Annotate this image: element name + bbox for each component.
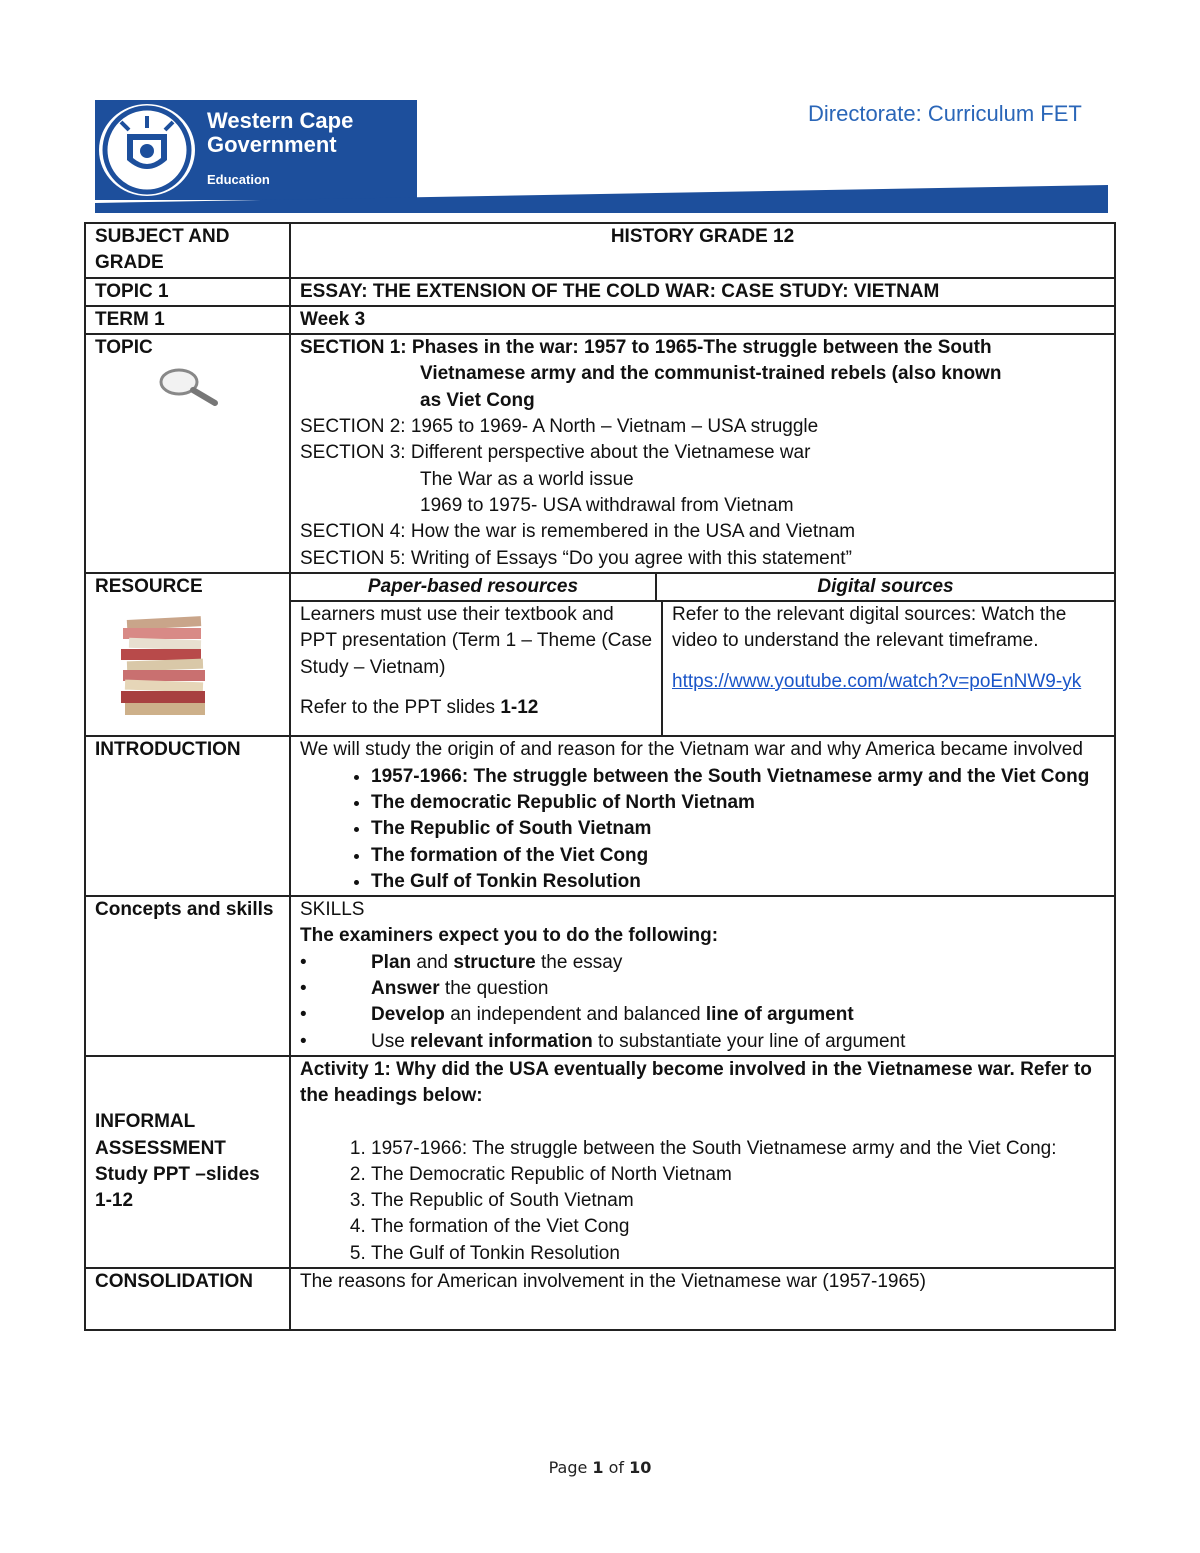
paper-slides-prefix: Refer to the PPT slides	[300, 697, 501, 719]
section3: SECTION 3: Different perspective about the Vietnamese war	[300, 442, 811, 464]
resource-content	[290, 601, 1115, 736]
subject-value: HISTORY GRADE 12	[290, 223, 1115, 278]
resource-content-table	[291, 602, 1114, 735]
resource-headings	[290, 573, 1115, 601]
books-icon	[95, 600, 280, 726]
logo-text-line1: Western Cape	[207, 108, 354, 133]
magnifier-icon	[95, 361, 280, 417]
section1-line1: SECTION 1: Phases in the war: 1957 to 1965-The struggle between the South	[300, 337, 992, 359]
informal-assessment-label: INFORMAL ASSESSMENT Study PPT –slides 1-12	[85, 1056, 290, 1268]
paper-text: Learners must use their textbook and PPT presentation (Term 1 – Theme (Case Study – Vietnam)	[300, 604, 653, 678]
intro-text: We will study the origin of and reason for the Vietnam war and why America became involved	[300, 739, 1083, 761]
activity-heading: Activity 1: Why did the USA eventually become involved in the Vietnamese war. Refer to the headings below:	[300, 1058, 1092, 1107]
section1-line3: as Viet Cong	[420, 389, 535, 411]
skills-heading: SKILLS	[300, 899, 365, 921]
list-item: 1. 1957-1966: The struggle between the South Vietnamese army and the Viet Cong:	[371, 1136, 1105, 1162]
section1-line2: Vietnamese army and the communist-trained rebels (also known	[420, 363, 1002, 385]
section5: SECTION 5: Writing of Essays “Do you agree with this statement”	[300, 547, 852, 569]
list-item: • The Republic of South Vietnam	[371, 816, 1105, 842]
list-item: • The Gulf of Tonkin Resolution	[371, 869, 1105, 895]
youtube-link[interactable]: https://www.youtube.com/watch?v=poEnNW9-yk	[672, 670, 1082, 692]
section4: SECTION 4: How the war is remembered in the USA and Vietnam	[300, 521, 856, 543]
logo-text-line2: Government	[207, 132, 337, 157]
digital-resources	[662, 602, 1114, 735]
topic-cell	[85, 334, 290, 573]
term-value: Week 3	[290, 306, 1115, 334]
list-item: • The democratic Republic of North Vietnam	[371, 790, 1105, 816]
section3-sub2: 1969 to 1975- USA withdrawal from Vietnam	[420, 494, 794, 516]
skills-content	[290, 896, 1115, 1056]
logo-text-line3: Education	[207, 172, 270, 187]
header-stripe	[0, 0, 1200, 220]
list-item: • 1957-1966: The struggle between the South Vietnamese army and the Viet Cong	[371, 764, 1105, 790]
consolidation-text: The reasons for American involvement in the Vietnamese war (1957-1965)	[290, 1268, 1115, 1330]
list-item: 4. The formation of the Viet Cong	[371, 1214, 1105, 1240]
section3-sub1: The War as a world issue	[420, 468, 634, 490]
topic-sections	[290, 334, 1115, 573]
directorate-label: Directorate: Curriculum FET	[808, 101, 1082, 126]
subject-label: SUBJECT AND GRADE	[85, 223, 290, 278]
skill-item: • Use relevant information to substantiate your line of argument	[300, 1030, 906, 1052]
activity-list	[300, 1136, 1105, 1267]
consolidation-label: CONSOLIDATION	[85, 1268, 290, 1330]
intro-label: INTRODUCTION	[85, 736, 290, 896]
skill-item: • Develop an independent and balanced line of argument	[300, 1004, 854, 1026]
intro-content	[290, 736, 1115, 896]
list-item: 2. The Democratic Republic of North Vietnam	[371, 1162, 1105, 1188]
resource-heading-table	[291, 574, 1114, 600]
skills-intro: The examiners expect you to do the following:	[300, 925, 719, 947]
concepts-label: Concepts and skills	[85, 896, 290, 1056]
topic-label: TOPIC	[95, 337, 153, 359]
lesson-plan-table	[84, 222, 1116, 1331]
section2: SECTION 2: 1965 to 1969- A North – Vietnam – USA struggle	[300, 416, 819, 438]
digital-text: Refer to the relevant digital sources: Watch the video to understand the relevant timeframe.	[672, 604, 1067, 652]
activity-content	[290, 1056, 1115, 1268]
paper-resources	[291, 602, 662, 735]
page-number: Page 1 of 10	[548, 1458, 652, 1477]
list-item: • The formation of the Viet Cong	[371, 843, 1105, 869]
list-item: 5. The Gulf of Tonkin Resolution	[371, 1241, 1105, 1267]
resource-cell	[85, 573, 290, 736]
intro-bullet-list	[300, 764, 1105, 895]
skill-item: • Plan and structure the essay	[300, 951, 623, 973]
list-item: 3. The Republic of South Vietnam	[371, 1188, 1105, 1214]
term-label: TERM 1	[85, 306, 290, 334]
topic1-label: TOPIC 1	[85, 278, 290, 306]
skill-item: • Answer the question	[300, 978, 549, 1000]
paper-slides	[300, 695, 652, 721]
paper-heading: Paper-based resources	[291, 574, 656, 600]
digital-heading: Digital sources	[817, 575, 954, 597]
resource-label: RESOURCE	[95, 575, 203, 597]
topic1-value: ESSAY: THE EXTENSION OF THE COLD WAR: CASE STUDY: VIETNAM	[290, 278, 1115, 306]
paper-slides-range: 1-12	[500, 697, 539, 719]
